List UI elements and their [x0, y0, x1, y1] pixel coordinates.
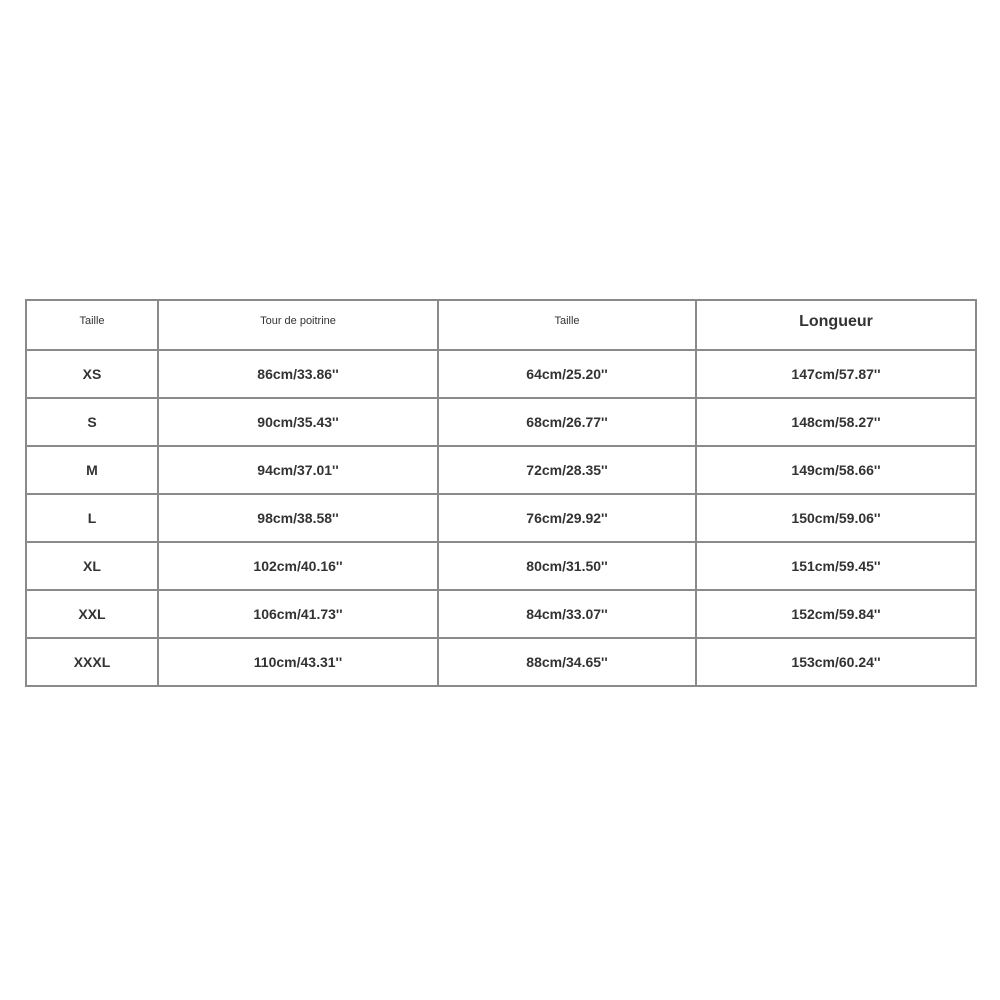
cell-length: 148cm/58.27'' [696, 398, 976, 446]
header-chest: Tour de poitrine [158, 300, 438, 350]
cell-length: 149cm/58.66'' [696, 446, 976, 494]
cell-size: L [26, 494, 158, 542]
cell-waist: 84cm/33.07'' [438, 590, 696, 638]
cell-chest: 90cm/35.43'' [158, 398, 438, 446]
table-header [26, 300, 976, 350]
cell-size: XXL [26, 590, 158, 638]
table-row [26, 590, 976, 638]
cell-chest: 102cm/40.16'' [158, 542, 438, 590]
cell-length: 147cm/57.87'' [696, 350, 976, 398]
cell-waist: 80cm/31.50'' [438, 542, 696, 590]
cell-chest: 98cm/38.58'' [158, 494, 438, 542]
header-size: Taille [26, 300, 158, 350]
table-row [26, 494, 976, 542]
cell-chest: 86cm/33.86'' [158, 350, 438, 398]
cell-size: XL [26, 542, 158, 590]
header-waist: Taille [438, 300, 696, 350]
table-row [26, 446, 976, 494]
cell-length: 153cm/60.24'' [696, 638, 976, 686]
table-body [26, 350, 976, 686]
cell-waist: 76cm/29.92'' [438, 494, 696, 542]
table-row [26, 542, 976, 590]
cell-waist: 72cm/28.35'' [438, 446, 696, 494]
table-row [26, 638, 976, 686]
header-row [26, 300, 976, 350]
cell-length: 152cm/59.84'' [696, 590, 976, 638]
size-chart-table [25, 299, 977, 687]
cell-length: 150cm/59.06'' [696, 494, 976, 542]
cell-length: 151cm/59.45'' [696, 542, 976, 590]
cell-size: XXXL [26, 638, 158, 686]
cell-size: M [26, 446, 158, 494]
cell-chest: 110cm/43.31'' [158, 638, 438, 686]
table-row [26, 398, 976, 446]
cell-chest: 106cm/41.73'' [158, 590, 438, 638]
cell-chest: 94cm/37.01'' [158, 446, 438, 494]
cell-waist: 64cm/25.20'' [438, 350, 696, 398]
header-length: Longueur [696, 300, 976, 350]
cell-size: S [26, 398, 158, 446]
cell-size: XS [26, 350, 158, 398]
cell-waist: 68cm/26.77'' [438, 398, 696, 446]
table-row [26, 350, 976, 398]
cell-waist: 88cm/34.65'' [438, 638, 696, 686]
